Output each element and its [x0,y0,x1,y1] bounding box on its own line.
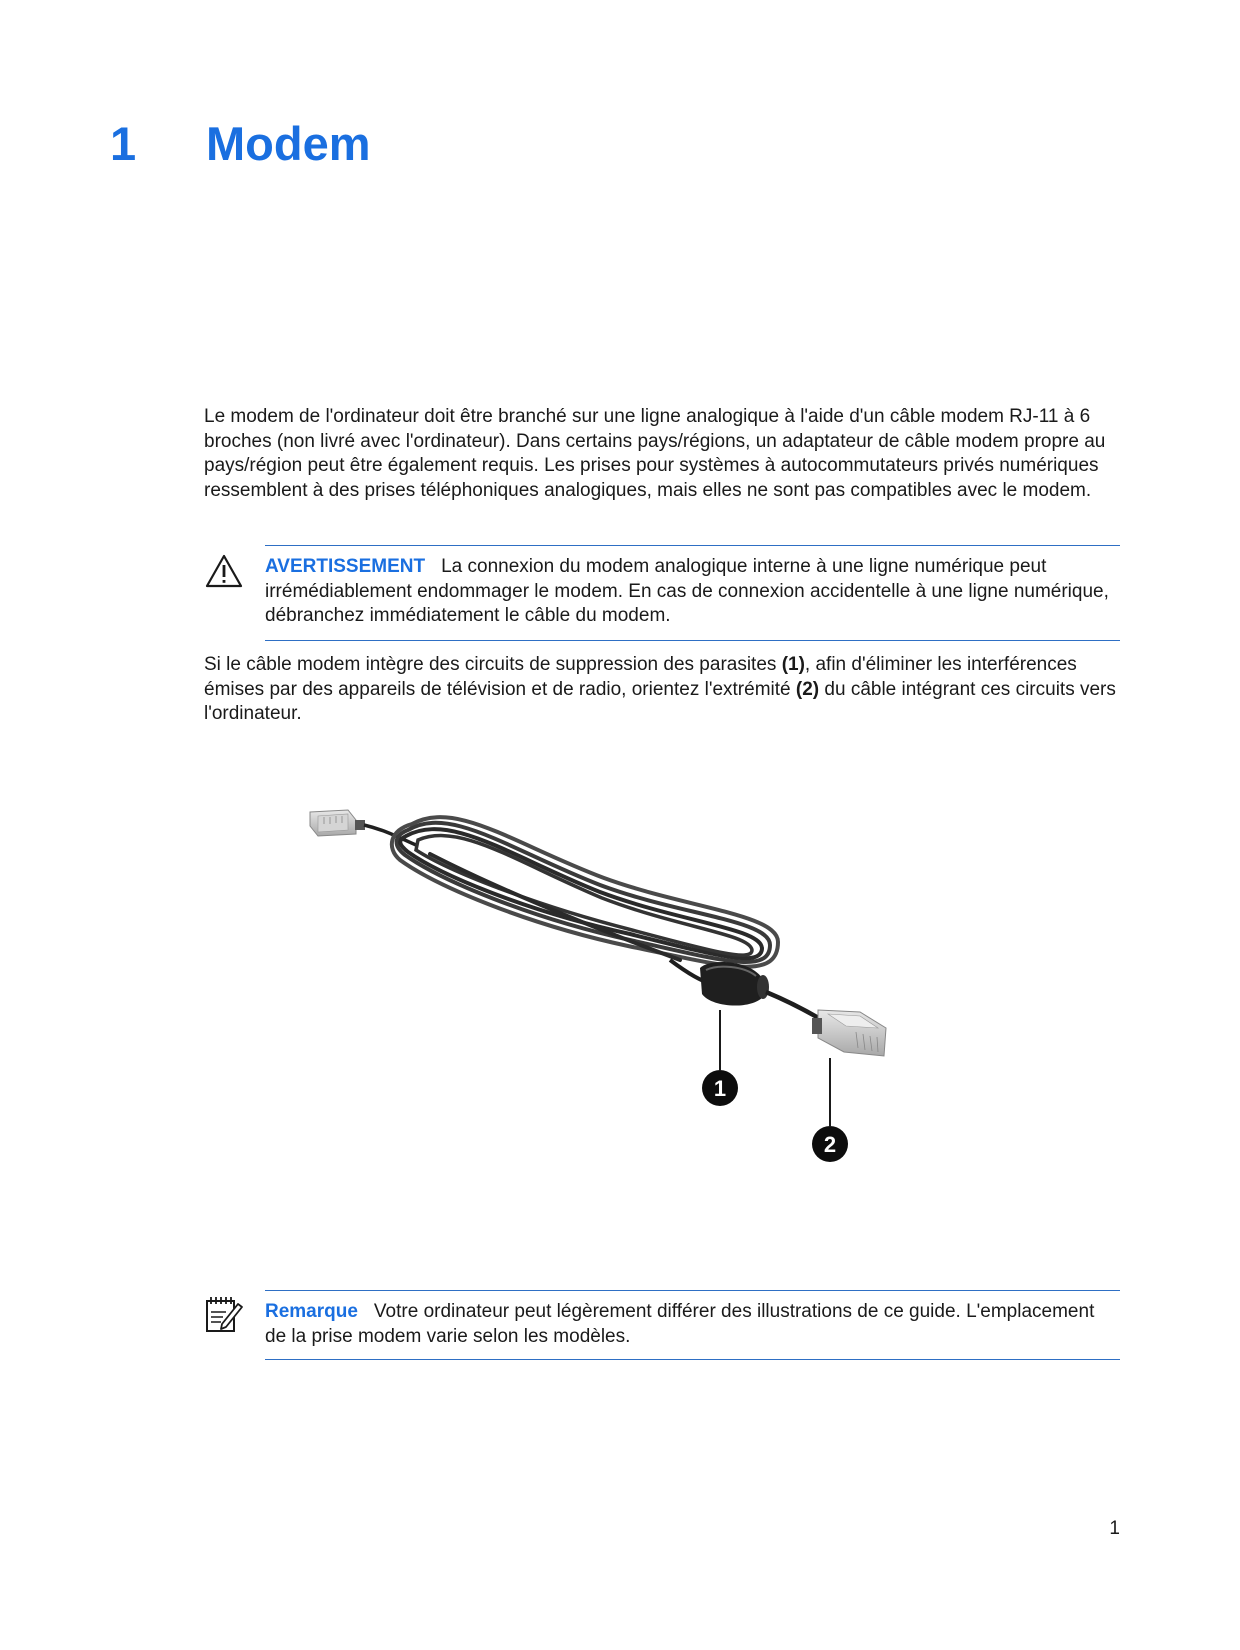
callout-ref-1: (1) [781,654,805,675]
callout-1-label: 1 [713,1076,727,1101]
rj11-plug-right [812,1010,886,1056]
modem-cable-figure [300,800,920,1210]
cable-paragraph [204,653,1124,727]
page-number: 1 [1109,1518,1120,1539]
warning-box [265,545,1120,641]
cable-text-part1: Si le câble modem intègre des circuits de suppression des parasites [204,654,782,675]
callout-ref-2: (2) [795,678,820,700]
cable-coil [392,817,778,967]
note-box [265,1290,1120,1360]
cable-text-part3: du câble intégrant ces circuits vers l'ordinateur. [204,678,1116,724]
intro-paragraph: Le modem de l'ordinateur doit être branché sur une ligne analogique à l'aide d'un câble modem RJ-11 à 6 broches (non livré avec l'ordinateur). Dans certains pays/régions, un adaptateur de câble modem propre au pays/région peut être également requis. Les prises pour systèmes à autocommutateurs privés numériques ressemblent à des prises téléphoniques analogiques, mais elles ne sont pas compatibles avec le modem. [204,406,1106,501]
callout-2-label: 2 [823,1132,837,1157]
warning-text: La connexion du modem analogique interne à une ligne numérique peut irrémédiablement endommager le modem. En cas de connexion accidentelle à une ligne numérique, débranchez immédiatement le câble du modem. [265,556,1109,626]
warning-triangle-icon [204,552,244,592]
rj11-plug-left [310,810,365,836]
note-text: Votre ordinateur peut légèrement différer des illustrations de ce guide. L'emplacement de la prise modem varie selon les modèles. [265,1301,1095,1347]
warning-label: AVERTISSEMENT [265,556,426,577]
callout-1 [702,1070,738,1106]
chapter-heading [110,117,371,170]
note-label: Remarque [265,1301,358,1322]
callout-2 [812,1126,848,1162]
cable-text-part2: , afin d'éliminer les interférences émises par des appareils de télévision et de radio, orientez l'extrémité [204,654,1077,700]
note-pencil-icon [204,1294,244,1334]
chapter-number: 1 [110,117,137,170]
ferrite-core [700,962,769,1006]
chapter-title: Modem [206,117,371,170]
